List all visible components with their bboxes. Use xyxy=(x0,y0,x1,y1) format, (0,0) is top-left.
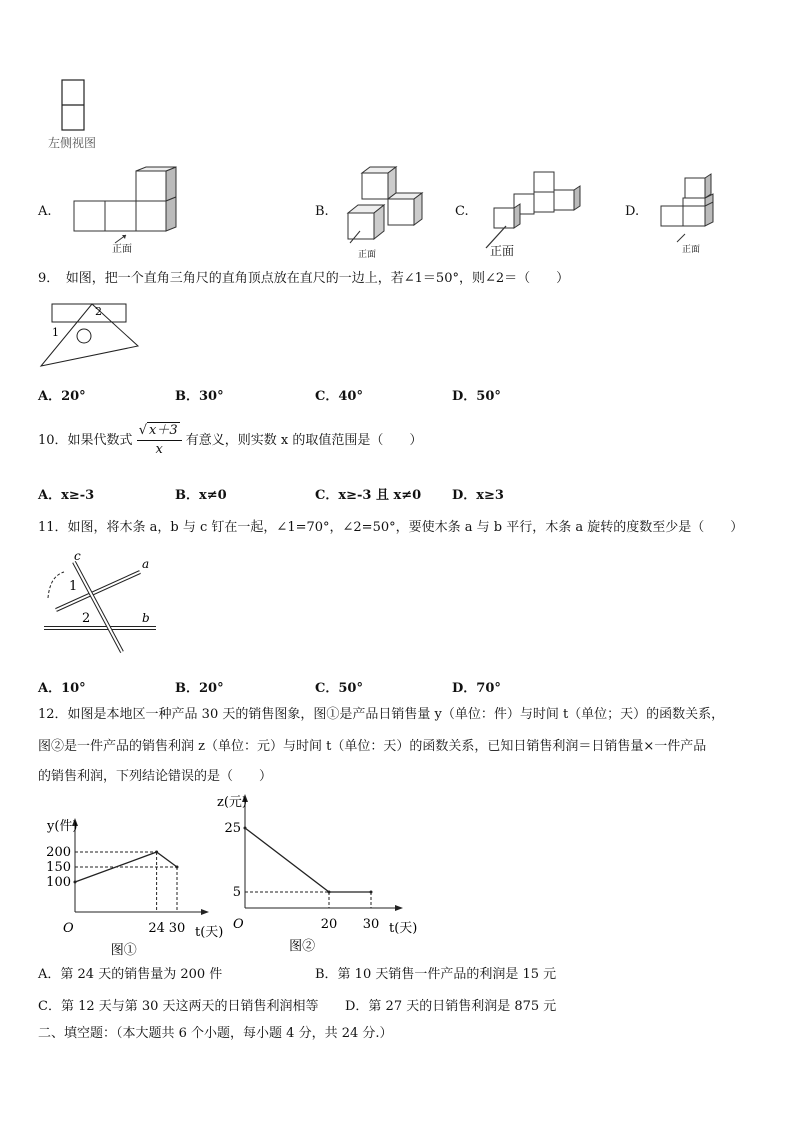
q9-option-d: D．50° xyxy=(452,389,501,404)
y-axis-label: y(件) xyxy=(47,819,78,834)
data-point xyxy=(176,866,179,869)
q11-angle-2-label: 2 xyxy=(82,611,91,626)
q9-angle-2-label: 2 xyxy=(95,305,102,318)
q10-numerator: x＋3 xyxy=(148,423,178,438)
y-tick-label: 25 xyxy=(224,821,241,836)
front-label-d: 正面 xyxy=(682,245,701,255)
front-label-a: 正面 xyxy=(112,244,132,255)
data-point xyxy=(244,827,247,830)
chart-caption: 图① xyxy=(110,943,137,958)
q10-text-after: 有意义，则实数 x 的取值范围是（ ） xyxy=(185,433,423,448)
q10-option-d: D．x≥3 xyxy=(452,488,504,503)
data-point xyxy=(74,881,77,884)
q11-label-a: a xyxy=(142,557,150,571)
q11-figure xyxy=(36,548,166,658)
series-line xyxy=(245,828,371,892)
cube-option-a-label: A. xyxy=(38,204,52,219)
q11-label-c: c xyxy=(74,549,81,563)
q10-option-c: C．x≥-3 且 x≠0 xyxy=(315,488,422,503)
q9-figure xyxy=(38,302,148,372)
cube-option-c-figure xyxy=(478,160,588,255)
q9-option-a: A．20° xyxy=(38,389,86,404)
data-point xyxy=(370,891,373,894)
x-axis-label: t(天) xyxy=(195,925,224,940)
q11-option-a: A．10° xyxy=(38,681,86,696)
x-tick-label: 30 xyxy=(168,921,186,936)
y-axis-label: z(元) xyxy=(217,795,247,810)
q11-option-c: C．50° xyxy=(315,681,363,696)
q9-option-c: C．40° xyxy=(315,389,363,404)
q11-text: 11．如图，将木条 a，b 与 c 钉在一起，∠1=70°，∠2=50°，要使木条 a 与 b 平行，木条 a 旋转的度数至少是（ ） xyxy=(38,520,744,535)
x-tick-label: 30 xyxy=(362,917,380,932)
q10-option-b: B．x≠0 xyxy=(175,488,227,503)
q9-angle-1-label: 1 xyxy=(52,326,59,339)
y-tick-label: 100 xyxy=(46,875,71,890)
q12-option-b: B．第 10 天销售一件产品的利润是 15 元 xyxy=(315,967,557,982)
cube-option-b-figure xyxy=(340,165,440,260)
q10-fraction xyxy=(137,422,182,459)
q10-option-a: A．x≥-3 xyxy=(38,488,95,503)
q10-text-before: 10．如果代数式 xyxy=(38,433,133,448)
q9-text: 9． 如图，把一个直角三角尺的直角顶点放在直尺的一边上，若∠1＝50°，则∠2＝（ ） xyxy=(38,271,570,286)
q11-option-d: D．70° xyxy=(452,681,501,696)
front-label-b: 正面 xyxy=(358,250,377,260)
x-axis-label: t(天) xyxy=(389,921,418,936)
q10-denominator: x xyxy=(155,442,163,457)
q11-angle-1-label: 1 xyxy=(69,579,78,594)
q12-chart-2 xyxy=(205,795,418,958)
cube-option-b-label: B. xyxy=(315,204,329,219)
x-axis-arrow xyxy=(395,905,403,911)
q12-option-d: D．第 27 天的日销售利润是 875 元 xyxy=(345,999,557,1014)
front-label-c: 正面 xyxy=(490,244,515,258)
q12-option-a: A．第 24 天的销售量为 200 件 xyxy=(38,967,223,982)
q9-option-b: B．30° xyxy=(175,389,224,404)
q12-option-c: C．第 12 天与第 30 天这两天的日销售利润相等 xyxy=(38,999,319,1014)
q11-option-b: B．20° xyxy=(175,681,224,696)
q10-sqrt-symbol: √ xyxy=(138,423,147,438)
cube-option-d-label: D. xyxy=(625,204,640,219)
cube-option-c-label: C. xyxy=(455,204,469,219)
chart-caption: 图② xyxy=(289,939,316,954)
q12-line-3: 的销售利润，下列结论错误的是（ ） xyxy=(38,769,273,784)
y-tick-label: 200 xyxy=(46,845,71,860)
data-point xyxy=(328,891,331,894)
x-tick-label: 20 xyxy=(320,917,338,932)
q10-text xyxy=(38,422,422,459)
data-point xyxy=(155,851,158,854)
q12-line-1: 12．如图是本地区一种产品 30 天的销售图象，图①是产品日销售量 y（单位：件）与时间 t（单位；天）的函数关系， xyxy=(38,707,725,722)
section-heading: 二、填空题：（本大题共 6 个小题，每小题 4 分，共 24 分.） xyxy=(38,1026,393,1041)
y-tick-label: 5 xyxy=(232,885,241,900)
q11-label-b: b xyxy=(142,611,150,625)
left-view-caption: 左侧视图 xyxy=(48,136,97,150)
q12-line-2: 图②是一件产品的销售利润 z（单位：元）与时间 t（单位：天）的函数关系，已知日销售利润＝日销售量×一件产品 xyxy=(38,739,707,754)
origin-label: O xyxy=(63,921,74,936)
origin-label: O xyxy=(233,917,244,932)
x-tick-label: 24 xyxy=(148,921,165,936)
y-tick-label: 150 xyxy=(46,860,71,875)
q12-chart-1 xyxy=(35,798,224,958)
